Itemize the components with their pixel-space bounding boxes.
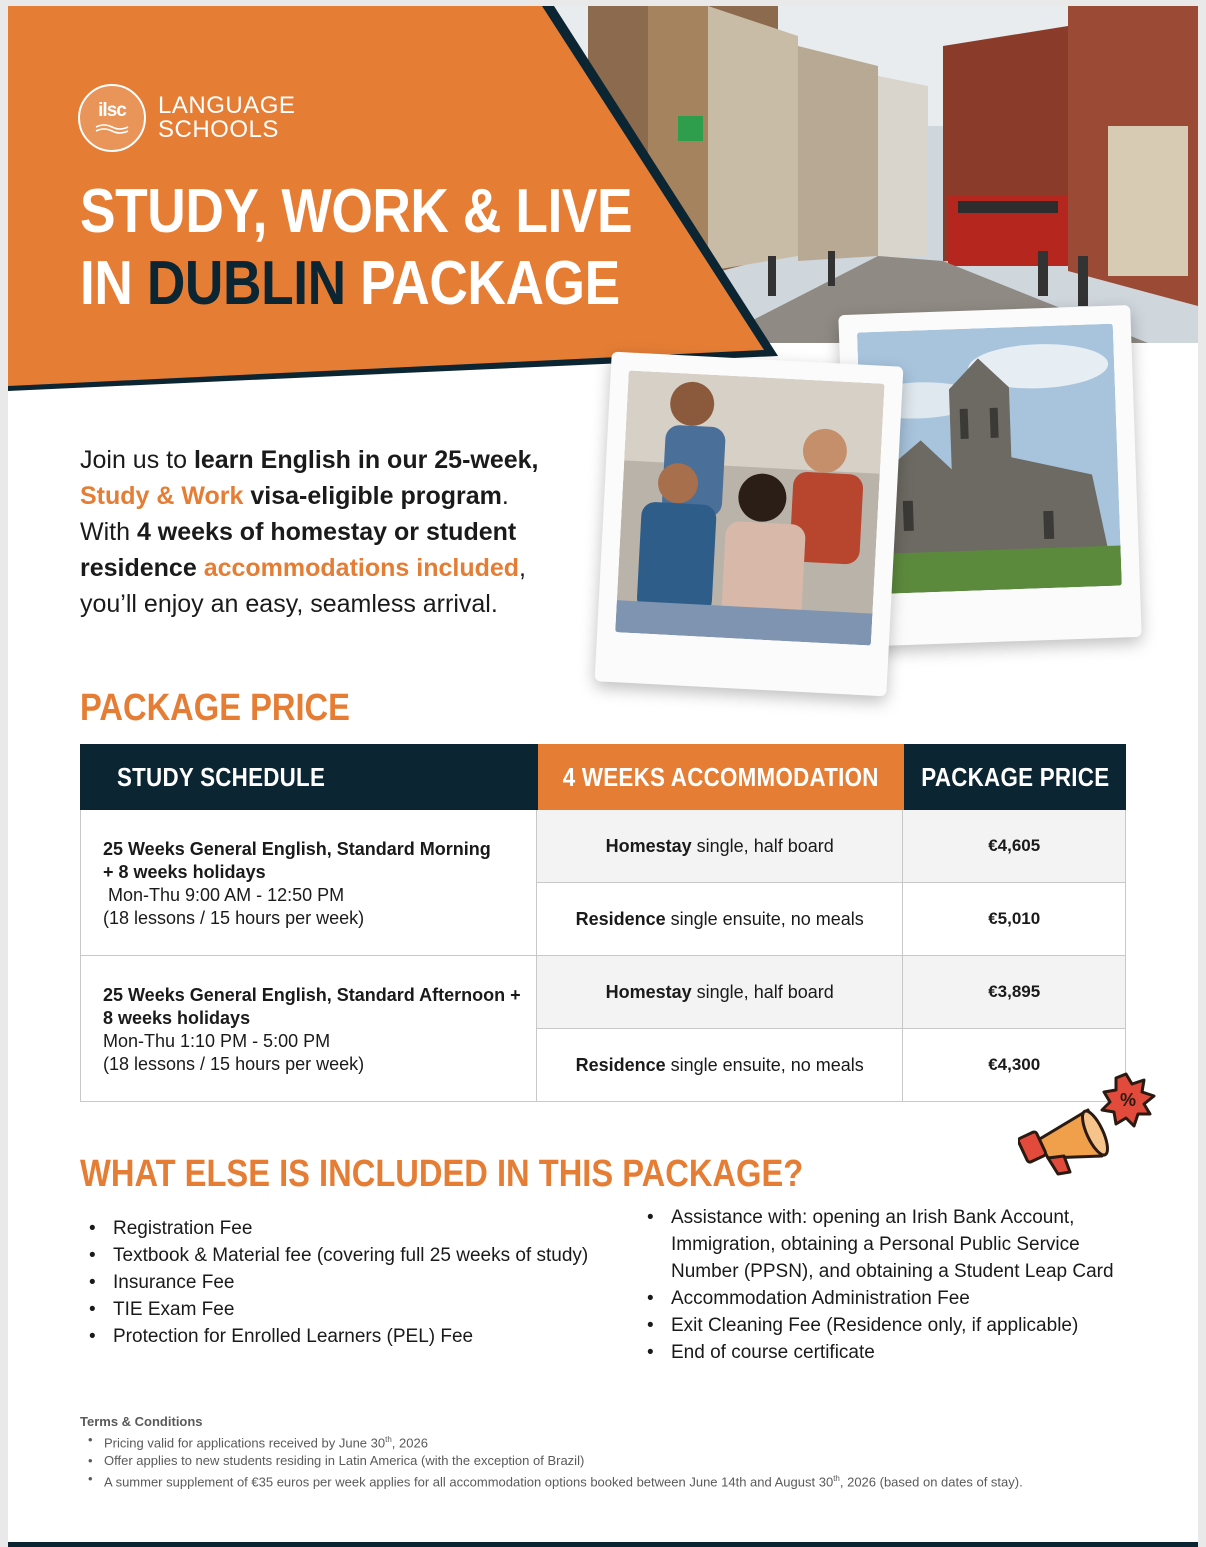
list-item: • Assistance with: opening an Irish Bank Account, Immigration, obtaining a Personal Public Service Number (PPSN), and obtaining a Student Leap Card — [638, 1204, 1118, 1285]
discount-badge-text: % — [1119, 1090, 1137, 1110]
accommodation-type: Residence — [575, 908, 666, 929]
intro-highlight: Study & Work — [80, 482, 244, 510]
intro-bold-text: learn English in our 25-week, — [193, 446, 539, 474]
list-item: • Exit Cleaning Fee (Residence only, if applicable) — [638, 1312, 1118, 1339]
price-cell: €5,010 — [988, 909, 1041, 928]
accommodation-cell — [537, 956, 903, 1028]
ilsc-logo — [78, 84, 295, 152]
column-header-label: 4 WEEKS ACCOMMODATION — [563, 761, 879, 792]
price-cell: €3,895 — [988, 982, 1041, 1001]
price-table — [80, 744, 1126, 1102]
logo-wordmark — [158, 94, 295, 142]
intro-text: , — [519, 554, 526, 582]
list-item: • Textbook & Material fee (covering full 25 weeks of study) — [80, 1242, 620, 1269]
title-city: DUBLIN — [146, 249, 346, 318]
included-heading: WHAT ELSE IS INCLUDED IN THIS PACKAGE? — [80, 1153, 804, 1195]
accommodation-cell — [537, 1029, 903, 1101]
list-item: • TIE Exam Fee — [80, 1296, 620, 1323]
schedule-time: Mon-Thu 9:00 AM - 12:50 PM — [103, 885, 345, 905]
schedule-lessons: (18 lessons / 15 hours per week) — [103, 908, 365, 928]
accommodation-detail: single ensuite, no meals — [670, 1054, 864, 1075]
logo-mark-text: ilsc — [98, 99, 126, 121]
accommodation-type: Homestay — [605, 981, 692, 1002]
terms-text: A summer supplement of €35 euros per week applies for all accommodation options booked between June 14th and August 30 — [104, 1474, 834, 1490]
list-item: • Registration Fee — [80, 1215, 620, 1242]
list-item: • Protection for Enrolled Learners (PEL) Fee — [80, 1323, 620, 1350]
logo-emblem — [78, 84, 146, 152]
flyer-page — [8, 6, 1198, 1547]
accommodation-options — [537, 810, 1125, 955]
terms-text: , 2026 — [391, 1435, 428, 1451]
logo-line-2: SCHOOLS — [158, 116, 279, 143]
list-item: • End of course certificate — [638, 1339, 1118, 1366]
intro-bold-text: 4 weeks of homestay or student residence — [80, 518, 517, 582]
accommodation-cell — [537, 810, 903, 882]
intro-text: . — [501, 482, 509, 510]
accommodation-type: Homestay — [605, 835, 692, 856]
column-header-label: STUDY SCHEDULE — [116, 761, 326, 792]
title-line-2 — [80, 248, 632, 320]
table-row — [537, 882, 1125, 955]
megaphone-icon — [1018, 1068, 1158, 1178]
list-item: • Insurance Fee — [80, 1269, 620, 1296]
terms-superscript: th — [833, 1474, 840, 1484]
schedule-lessons: (18 lessons / 15 hours per week) — [103, 1054, 365, 1074]
package-price-heading: PACKAGE PRICE — [80, 687, 350, 729]
included-list-left — [80, 1215, 620, 1350]
schedule-cell — [81, 810, 537, 955]
schedule-cell — [81, 956, 537, 1101]
table-row — [537, 956, 1125, 1028]
list-item — [80, 1431, 1140, 1452]
list-item: • Offer applies to new students residing in Latin America (with the exception of Brazil) — [80, 1452, 1140, 1470]
title-line-1: STUDY, WORK & LIVE — [80, 177, 633, 246]
column-header-label: PACKAGE PRICE — [920, 761, 1110, 792]
column-header-accommodation — [538, 744, 904, 810]
accommodation-detail: single, half board — [696, 981, 834, 1002]
intro-text: you’ll enjoy an easy, seamless arrival. — [80, 590, 498, 618]
price-table-header — [80, 744, 1126, 810]
price-cell: €4,605 — [988, 836, 1041, 855]
accommodation-type: Residence — [575, 1054, 666, 1075]
terms-text: Pricing valid for applications received by June 30 — [104, 1435, 386, 1451]
schedule-title: 25 Weeks General English, Standard Morning + 8 weeks holidays — [103, 839, 491, 882]
column-header-schedule — [80, 744, 538, 810]
title-line-2-end: PACKAGE — [345, 249, 620, 318]
intro-text — [197, 554, 204, 582]
wave-icon — [95, 123, 129, 135]
title-line-2-start: IN — [80, 249, 147, 318]
intro-text: Join us to — [80, 446, 194, 474]
price-cell: €4,300 — [988, 1055, 1041, 1074]
bottom-rule — [8, 1542, 1198, 1547]
terms-text: , 2026 (based on dates of stay). — [839, 1474, 1023, 1490]
accommodation-detail: single, half board — [696, 835, 834, 856]
intro-bold-text: visa-eligible program — [243, 482, 502, 510]
terms-and-conditions — [80, 1413, 1140, 1492]
table-row — [537, 810, 1125, 882]
students-photo — [615, 371, 884, 646]
students-polaroid — [595, 352, 904, 697]
terms-heading: Terms & Conditions — [80, 1414, 203, 1429]
intro-text: With — [80, 518, 137, 546]
schedule-title: 25 Weeks General English, Standard Afternoon + 8 weeks holidays — [103, 985, 521, 1028]
list-item — [80, 1470, 1140, 1491]
schedule-time: Mon-Thu 1:10 PM - 5:00 PM — [103, 1031, 331, 1051]
terms-superscript: th — [385, 1435, 392, 1444]
terms-list — [80, 1431, 1140, 1492]
logo-line-1: LANGUAGE — [158, 92, 296, 119]
schedule-group — [80, 956, 1126, 1102]
intro-highlight: accommodations included — [203, 554, 520, 582]
column-header-price — [904, 744, 1126, 810]
schedule-group — [80, 810, 1126, 956]
intro-paragraph — [80, 442, 600, 622]
list-item: • Accommodation Administration Fee — [638, 1285, 1118, 1312]
page-title — [80, 176, 632, 320]
accommodation-cell — [537, 883, 903, 955]
included-list-right — [638, 1204, 1118, 1366]
accommodation-detail: single ensuite, no meals — [670, 908, 864, 929]
